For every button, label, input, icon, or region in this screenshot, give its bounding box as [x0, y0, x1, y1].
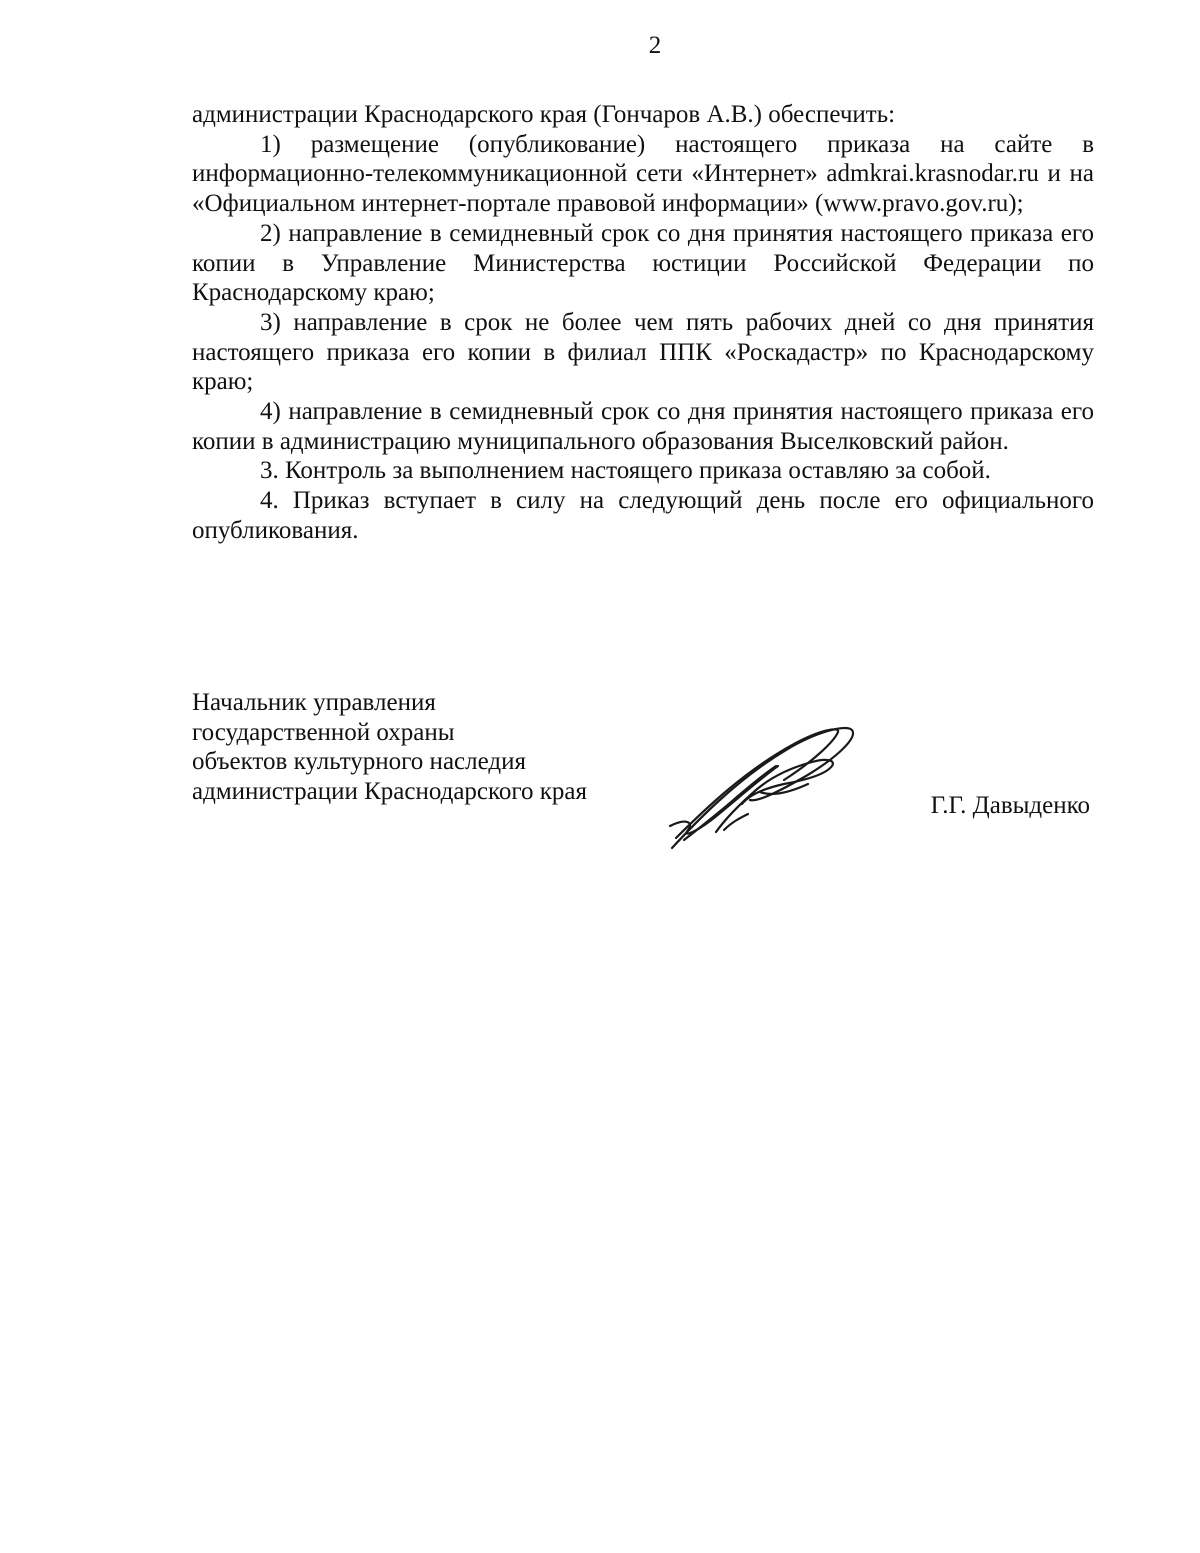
page-number: 2: [648, 32, 662, 59]
signer-position: [192, 688, 587, 807]
paragraph-clause-3: 3. Контроль за выполнением настоящего приказа оставляю за собой.: [260, 457, 991, 485]
paragraph-item-4: 4) направление в семидневный срок со дня принятия настоящего приказа его копии в администрацию муниципального образования Выселковский район.: [192, 398, 1094, 455]
signer-name: Г.Г. Давыденко: [930, 792, 1090, 819]
signer-position-line: объектов культурного наследия: [192, 748, 526, 776]
paragraph-item-3: 3) направление в срок не более чем пять рабочих дней со дня принятия настоящего приказа его копии в филиал ППК «Роскадастр» по Краснодарскому краю;: [192, 308, 1094, 396]
signer-position-line: государственной охраны: [192, 718, 455, 746]
signer-position-line: Начальник управления: [192, 689, 436, 716]
document-body: [192, 100, 1094, 546]
paragraph-intro: администрации Краснодарского края (Гончаров А.В.) обеспечить:: [192, 101, 896, 128]
signature-block: [192, 688, 1094, 868]
paragraph-item-2: 2) направление в семидневный срок со дня принятия настоящего приказа его копии в Управление Министерства юстиции Российской Федерации по Краснодарскому краю;: [192, 219, 1094, 307]
signer-position-line: администрации Краснодарского края: [192, 778, 588, 806]
handwritten-signature: [666, 722, 866, 852]
paragraph-clause-4: 4. Приказ вступает в силу на следующий день после его официального опубликования.: [192, 487, 1094, 544]
paragraph-item-1: 1) размещение (опубликование) настоящего приказа на сайте в информационно-телекоммуникационной сети «Интернет» admkrai.krasnodar.ru и на «Официальном интернет-портале правовой информации» (www.pravo.gov.ru);: [192, 130, 1094, 218]
